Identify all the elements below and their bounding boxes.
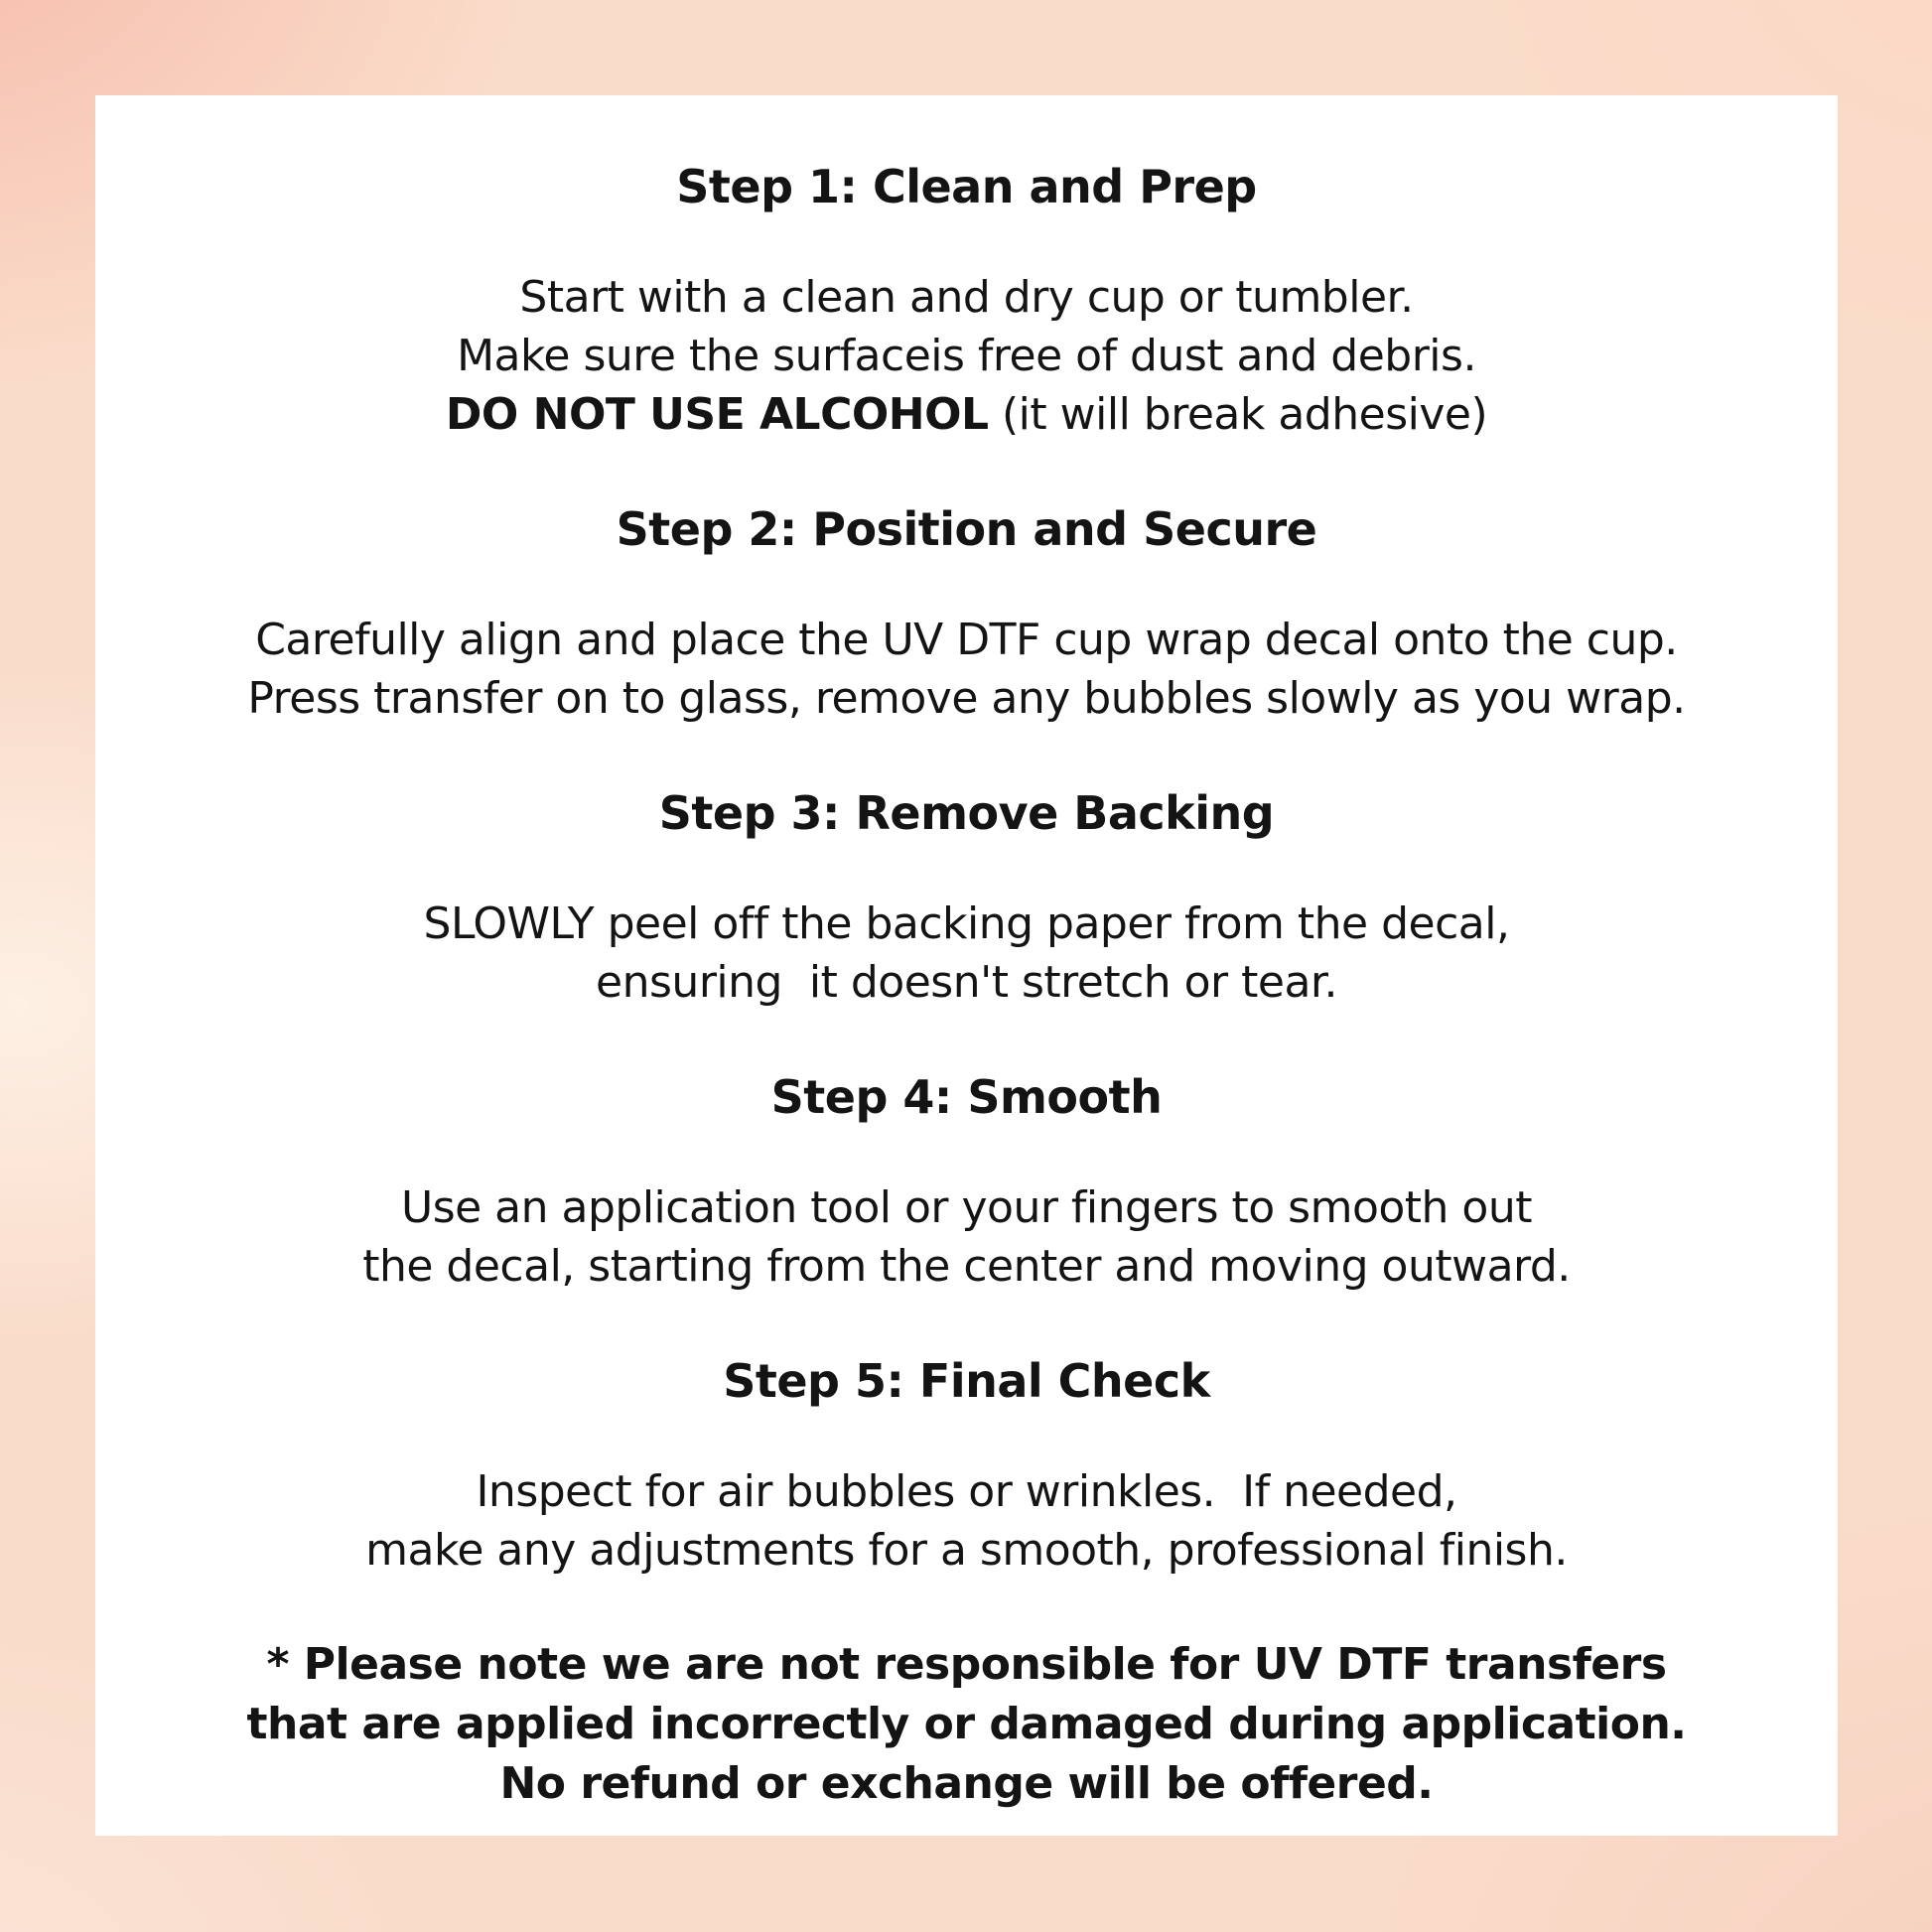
- step-5-line-2: make any adjustments for a smooth, professional finish.: [365, 1525, 1568, 1576]
- step-3-line-2: ensuring it doesn't stretch or tear.: [596, 957, 1337, 1008]
- step-4-line-2: the decal, starting from the center and moving outward.: [362, 1241, 1571, 1292]
- step-5-line-1: Inspect for air bubbles or wrinkles. If needed,: [476, 1466, 1457, 1517]
- step-4-title: Step 4: Smooth: [770, 1070, 1163, 1124]
- step-5-title: Step 5: Final Check: [723, 1354, 1210, 1408]
- step-3-section: [125, 783, 1808, 1012]
- step-1-line-1: Start with a clean and dry cup or tumbler.: [519, 272, 1414, 323]
- disclaimer-line-1: * Please note we are not responsible for UV DTF transfers: [266, 1639, 1667, 1690]
- alcohol-warning-bold: DO NOT USE ALCOHOL: [445, 389, 989, 440]
- step-5-section: [125, 1351, 1808, 1580]
- step-1-warning-line: [125, 385, 1808, 444]
- step-4-section: [125, 1067, 1808, 1296]
- disclaimer-section: [125, 1635, 1808, 1814]
- step-1-title: Step 1: Clean and Prep: [676, 160, 1257, 213]
- step-4-line-1: Use an application tool or your fingers to smooth out: [400, 1182, 1532, 1233]
- step-3-title: Step 3: Remove Backing: [658, 786, 1275, 840]
- step-1-section: [125, 157, 1808, 444]
- step-3-line-1: SLOWLY peel off the backing paper from the decal,: [423, 898, 1510, 949]
- step-2-title: Step 2: Position and Secure: [616, 502, 1317, 556]
- step-2-section: [125, 499, 1808, 728]
- step-2-line-1: Carefully align and place the UV DTF cup wrap decal onto the cup.: [255, 615, 1678, 665]
- disclaimer-line-3: No refund or exchange will be offered.: [499, 1758, 1434, 1809]
- instruction-card: [95, 95, 1838, 1836]
- alcohol-warning-rest: (it will break adhesive): [988, 389, 1488, 440]
- step-1-line-2: Make sure the surfaceis free of dust and debris.: [457, 331, 1476, 381]
- step-2-line-2: Press transfer on to glass, remove any bubbles slowly as you wrap.: [247, 673, 1686, 724]
- disclaimer-line-2: that are applied incorrectly or damaged during application.: [246, 1699, 1687, 1749]
